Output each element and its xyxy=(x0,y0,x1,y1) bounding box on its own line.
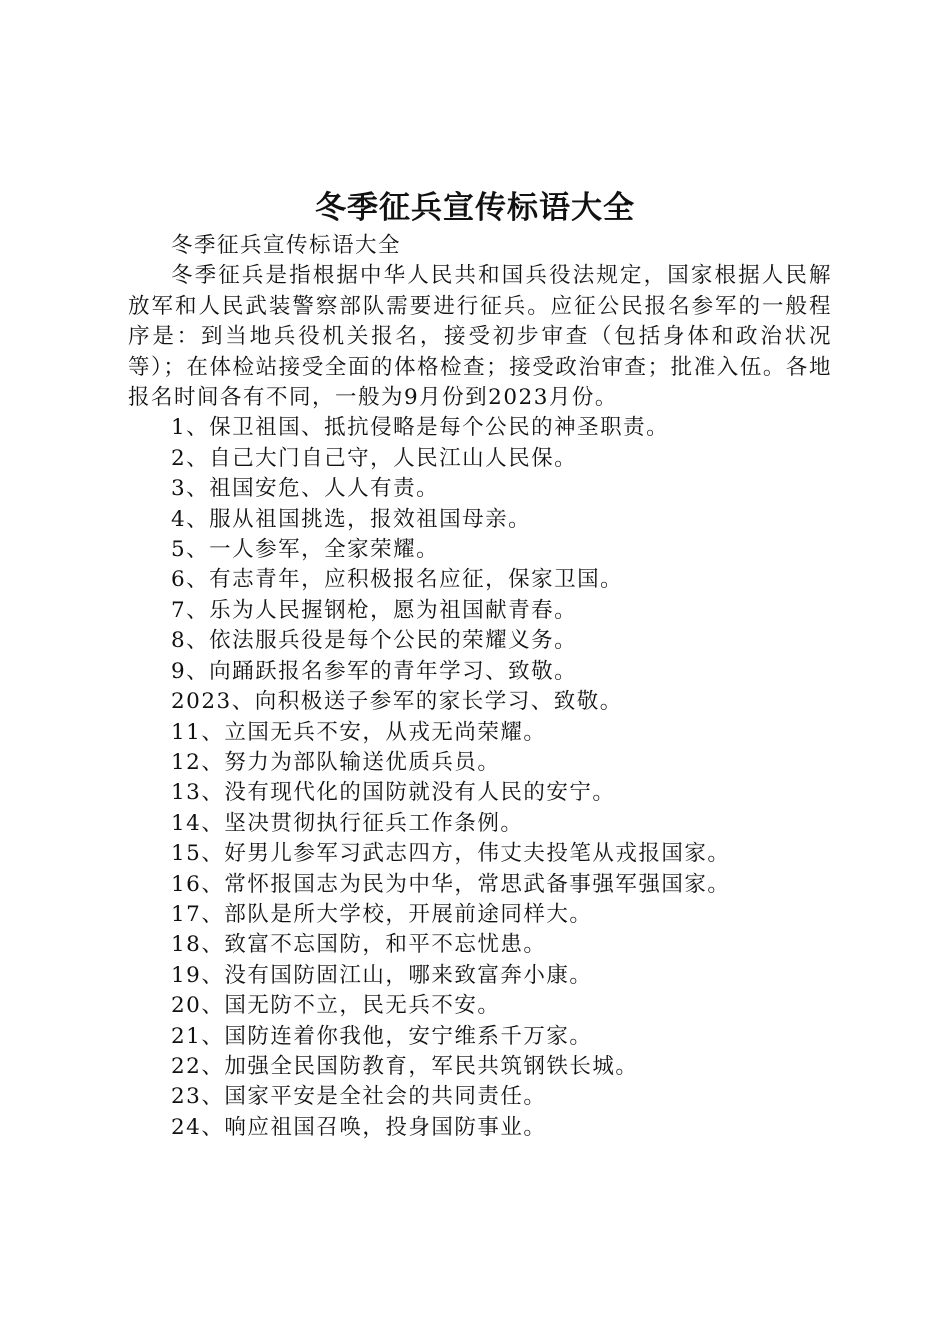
slogan-item: 23、国家平安是全社会的共同责任。 xyxy=(171,1084,547,1110)
slogan-item: 8、依法服兵役是每个公民的荣耀义务。 xyxy=(171,628,578,654)
slogan-item: 2023、向积极送子参军的家长学习、致敬。 xyxy=(171,689,623,715)
slogan-item: 15、好男儿参军习武志四方，伟丈夫投笔从戎报国家。 xyxy=(171,841,731,867)
slogan-item: 24、响应祖国召唤，投身国防事业。 xyxy=(171,1114,547,1140)
slogan-item: 21、国防连着你我他，安宁维系千万家。 xyxy=(171,1023,593,1049)
slogan-item: 6、有志青年，应积极报名应征，保家卫国。 xyxy=(171,567,624,593)
slogan-item: 4、服从祖国挑选，报效祖国母亲。 xyxy=(171,506,532,532)
slogan-item: 18、致富不忘国防，和平不忘忧患。 xyxy=(171,932,547,958)
slogan-item: 12、努力为部队输送优质兵员。 xyxy=(171,749,501,775)
slogan-item: 19、没有国防固江山，哪来致富奔小康。 xyxy=(171,962,593,988)
slogan-item: 14、坚决贯彻执行征兵工作条例。 xyxy=(171,810,524,836)
slogan-item: 2、自己大门自己守，人民江山人民保。 xyxy=(171,445,578,471)
slogan-item: 1、保卫祖国、抵抗侵略是每个公民的神圣职责。 xyxy=(171,415,670,441)
slogan-item: 22、加强全民国防教育，军民共筑钢铁长城。 xyxy=(171,1053,639,1079)
slogan-item: 20、国无防不立，民无兵不安。 xyxy=(171,993,501,1019)
slogan-item: 9、向踊跃报名参军的青年学习、致敬。 xyxy=(171,658,578,684)
slogan-item: 16、常怀报国志为民为中华，常思武备事强军强国家。 xyxy=(171,871,731,897)
slogan-item: 11、立国无兵不安，从戎无尚荣耀。 xyxy=(171,719,547,745)
document-body xyxy=(128,231,832,1143)
document-title: 冬季征兵宣传标语大全 xyxy=(315,190,635,226)
document-subtitle: 冬季征兵宣传标语大全 xyxy=(171,233,402,258)
intro-paragraph: 冬季征兵是指根据中华人民共和国兵役法规定，国家根据人民解放军和人民武装警察部队需要进行征兵。应征公民报名参军的一般程序是：到当地兵役机关报名，接受初步审查（包括身体和政治状况等）；在体检站接受全面的体格检查；接受政治审查；批准入伍。各地报名时间各有不同，一般为9月份到2023月份。 xyxy=(128,263,832,411)
slogan-item: 17、部队是所大学校，开展前途同样大。 xyxy=(171,901,593,927)
slogan-item: 7、乐为人民握钢枪，愿为祖国献青春。 xyxy=(171,597,578,623)
slogan-item: 5、一人参军，全家荣耀。 xyxy=(171,537,440,563)
slogan-item: 3、祖国安危、人人有责。 xyxy=(171,476,440,502)
slogan-item: 13、没有现代化的国防就没有人民的安宁。 xyxy=(171,780,616,806)
